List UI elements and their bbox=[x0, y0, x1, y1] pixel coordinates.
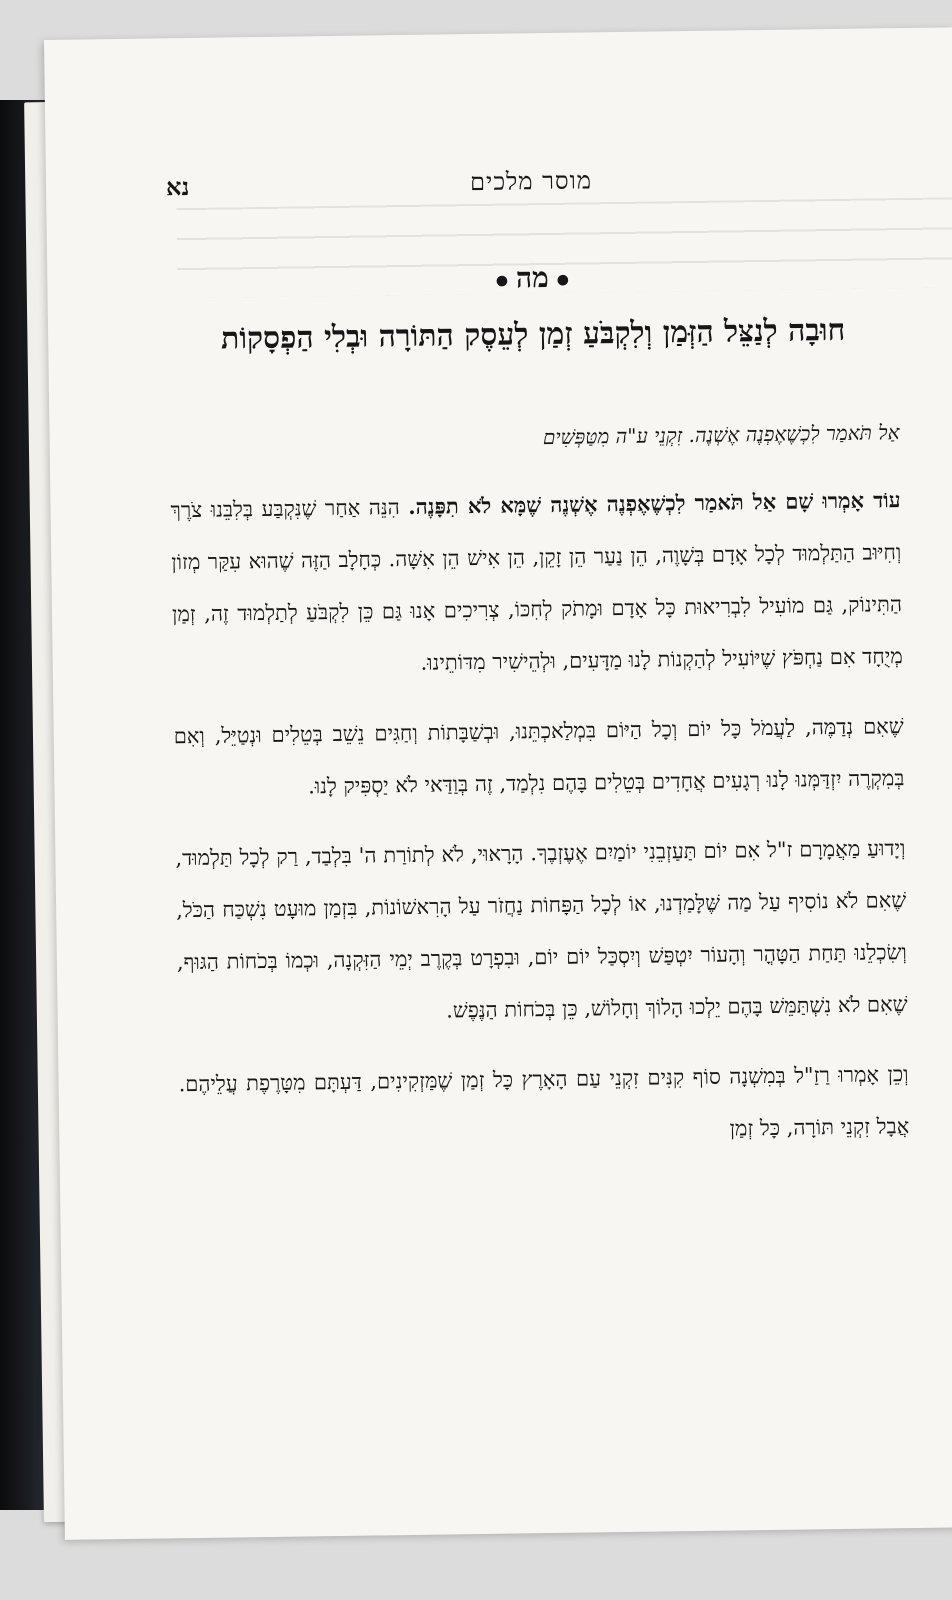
paragraph-lead: עוֹד אָמְרוּ שָׁם אַל תֹּאמַר לִכְשֶׁאֶפְנֶה אֶשְׁנֶה שֶׁמָּא לֹא תִפָּנֶה. bbox=[408, 487, 901, 519]
section-number bbox=[167, 256, 897, 300]
paragraph bbox=[178, 1048, 909, 1162]
paragraph-text: שֶׁאִם נְדַמֶּה, לַעֲמֹל כָּל יוֹם וְכָל הַיּוֹם בִּמְלַאכְתֵּנוּ, וּבְשַׁבָּתוֹת וְחַגִּים נֵשֵׁב בְּטֵלִים וּנְטַיֵּל, וְאִם בְּמִקְרֶה יִזְדַּמְּנוּ לָנוּ רְגָעִים אֲחָדִים בְּטֵלִים בָּהֶם נִלְמַד, זֶה בְּוַדַּאי לֹא יַסְפִּיק לָנוּ. bbox=[173, 714, 905, 799]
running-title: מוסר מלכים bbox=[469, 166, 593, 197]
paragraph bbox=[170, 474, 903, 692]
paragraph-text: וְכֵן אָמְרוּ רַזַ"ל בְּמִשְׁנָה סוֹף קִנִּים זִקְנֵי עַם הָאָרֶץ כָּל זְמַן שֶׁמַּזְקִינִים, דַּעְתָּם מִטָּרֶפֶת עֲלֵיהֶם. אֲבָל זִקְנֵי תּוֹרָה, כָּל זְמַן bbox=[178, 1062, 910, 1141]
book-page bbox=[44, 27, 952, 1540]
paragraph bbox=[173, 700, 904, 814]
page-number: נא bbox=[165, 171, 190, 202]
paragraph bbox=[175, 822, 908, 1040]
epigraph-quote: אַל תֹּאמַר לִכְשֶׁאֶפְנֶה אֶשְׁנֶה. זִקְנֵי ע"ה מִטַּפְּשִׁים bbox=[542, 420, 900, 450]
section-heading: חוּבָה לְנַצֵּל הַזְּמַן וְלִקְבֹּעַ זְמַן לְעֵסֶק הַתּוֹרָה וּבְלִי הַפְסָקוֹת bbox=[220, 312, 846, 357]
paragraph-text: הִנֵּה אַחַר שֶׁנִּקְבַּע בְּלִבֵּנוּ צֹרֶךְ וְחִיּוּב הַתַּלְמוּד לְכָל אָדָם בְּשָׁוֶה, הֵן נַעַר הֵן זָקֵן, הֵן אִישׁ הֵן אִשָּׁה. כְּחָלָב הַזֶּה שֶׁהוּא עִקַּר מְזוֹן הַתִּינוֹק, גַּם מוֹעִיל לִבְרִיאוּת כָּל אָדָם וּמָתֹק לְחִכּוֹ, צְרִיכִים אָנוּ גַּם כֵּן לִקְבֹּעַ לְתַלְמוּד זֶה, זְמַן מְיֻחָד אִם נַחְפֹּץ שֶׁיּוֹעִיל לְהַקְנוֹת לָנוּ מַדָּעִים, וּלְהֵישִׁיר מִדּוֹתֵינוּ. bbox=[170, 495, 903, 675]
paragraph-text: וְיָדוּעַ מַאֲמָרָם ז"ל אִם יוֹם תַּעַזְבֵנִי יוֹמַיִם אֶעֶזְבֶךָ. הָרָאוּי, לֹא לְתוֹרַת ה' בִּלְבַד, רַק לְכָל תַּלְמוּד, שֶׁאִם לֹא נוֹסִיף עַל מַה שֶּׁלָּמַדְנוּ, אוֹ לְכָל הַפָּחוֹת נַחֲזֹר עַל הָרִאשׁוֹנוֹת, בִּזְמַן מוּעָט נִשְׁכַּח הַכֹּל, וְשִׂכְלֵנוּ תַּחַת הַטָּהֳר וְהָעוֹר יִטְפַּשׁ וְיִסְכַּל יוֹם יוֹם, וּבִפְרָט בְּקֶרֶב יְמֵי הַזִּקְנָה, וּכְמוֹ בְּכֹחוֹת הַגּוּף, שֶׁאִם לֹא נִשְׁתַּמֵּשׁ בָּהֶם יֵלְכוּ הָלוֹךְ וְחָלוֹשׁ, כֵּן בְּכֹחוֹת הַנֶּפֶשׁ. bbox=[175, 836, 908, 1023]
bullet-icon: ● bbox=[495, 272, 509, 289]
section-number-text: מה bbox=[515, 260, 549, 295]
body-text bbox=[170, 474, 910, 1180]
page-content bbox=[164, 28, 915, 1538]
running-header bbox=[166, 162, 896, 212]
bullet-icon: ● bbox=[556, 271, 570, 288]
